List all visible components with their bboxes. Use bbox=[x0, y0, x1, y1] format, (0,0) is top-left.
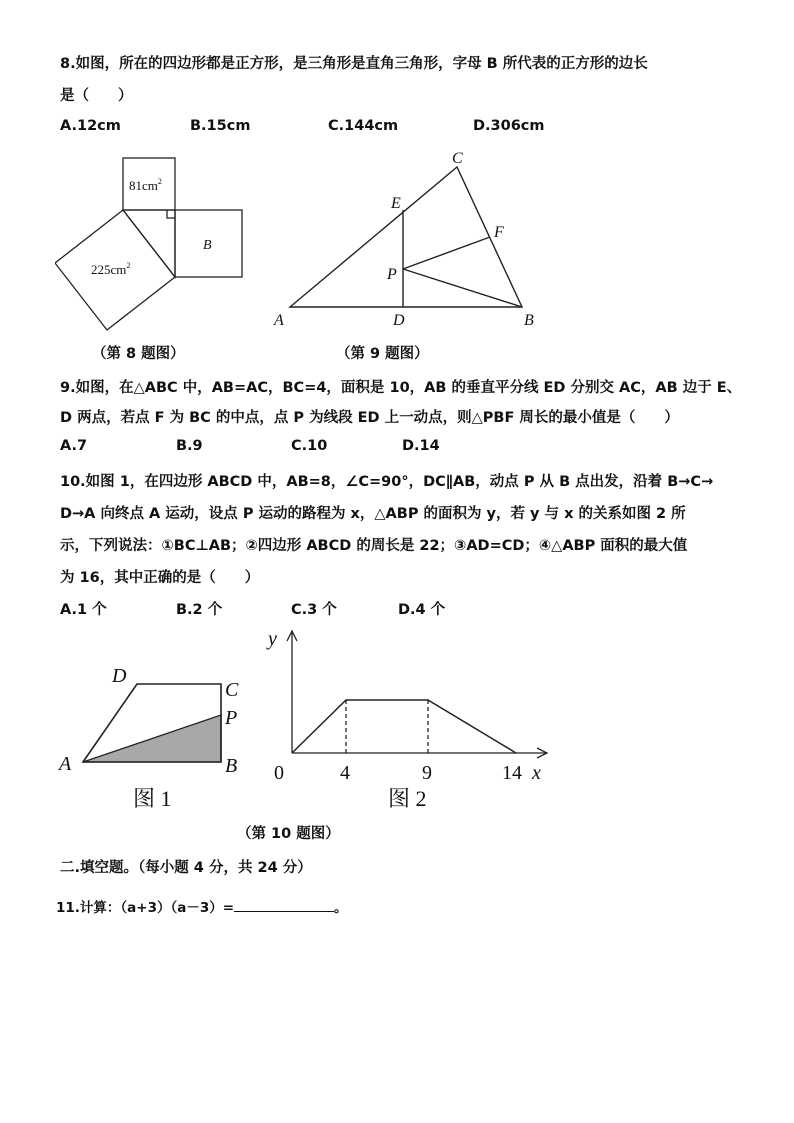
q10-caption: （第 10 题图） bbox=[237, 826, 340, 842]
q8-right-angle-mark bbox=[167, 210, 175, 218]
q9-segment-pf bbox=[403, 237, 490, 269]
q11-answer-blank[interactable] bbox=[234, 899, 334, 912]
svg-text:81cm2 bbox=[129, 177, 162, 193]
q8-label-b: B bbox=[203, 238, 212, 253]
q10-fig2-tick-9: 9 bbox=[422, 762, 432, 784]
q9-option-a: A.7 bbox=[60, 438, 88, 454]
q8-option-b: B.15cm bbox=[190, 118, 251, 134]
q9-label-c: C bbox=[452, 150, 463, 167]
q10-fig1-caption: 图 1 bbox=[133, 786, 172, 810]
q10-option-d: D.4 个 bbox=[398, 602, 446, 618]
q9-label-f: F bbox=[494, 224, 504, 241]
q9-label-e: E bbox=[391, 195, 401, 212]
q9-label-b: B bbox=[524, 312, 534, 329]
q10-fig1-label-d: D bbox=[112, 665, 127, 687]
q10-figure1 bbox=[55, 660, 255, 810]
q10-option-c: C.3 个 bbox=[291, 602, 337, 618]
q8-right-triangle bbox=[123, 210, 175, 277]
q8-figure bbox=[55, 150, 255, 335]
q11-text bbox=[56, 896, 348, 916]
q10-option-b: B.2 个 bbox=[176, 602, 223, 618]
q10-fig2-label-y: y bbox=[268, 628, 277, 650]
q9-option-b: B.9 bbox=[176, 438, 203, 454]
q10-fig2-label-x: x bbox=[532, 762, 541, 784]
q10-fig2-tick-14: 14 bbox=[502, 762, 522, 784]
q8-label-81-exp: 2 bbox=[157, 177, 162, 186]
q10-fig1-label-a: A bbox=[59, 753, 72, 775]
q10-fig2-tick-0: 0 bbox=[274, 762, 284, 784]
q9-triangle-abc bbox=[290, 167, 522, 307]
q8-text-line1: 8.如图，所在的四边形都是正方形，是三角形是直角三角形，字母 B 所代表的正方形的边长 bbox=[60, 56, 648, 72]
q9-option-c: C.10 bbox=[291, 438, 328, 454]
q9-label-p: P bbox=[387, 266, 397, 283]
q10-shaded-triangle-abp bbox=[83, 715, 221, 762]
q8-option-c: C.144cm bbox=[328, 118, 399, 134]
q10-fig1-label-p: P bbox=[225, 707, 238, 729]
q8-label-81: 81cm bbox=[129, 178, 158, 193]
q8-text-line2: 是（ ） bbox=[60, 88, 133, 104]
q10-fig2-caption: 图 2 bbox=[388, 786, 427, 810]
q9-figure bbox=[270, 145, 550, 330]
q9-label-d: D bbox=[393, 312, 405, 329]
q10-text-line3: 示，下列说法：①BC⊥AB；②四边形 ABCD 的周长是 22；③AD=CD；④△ABP 面积的最大值 bbox=[60, 538, 688, 554]
q10-text-line4: 为 16，其中正确的是（ ） bbox=[60, 570, 260, 586]
q10-figure2 bbox=[262, 625, 562, 810]
q8-option-d: D.306cm bbox=[473, 118, 545, 134]
q10-graph-line bbox=[292, 700, 516, 753]
q8-label-225: 225cm bbox=[91, 262, 127, 277]
q9-text-line1: 9.如图，在△ABC 中，AB=AC，BC=4，面积是 10，AB 的垂直平分线 ED 分别交 AC，AB 边于 E、 bbox=[60, 380, 742, 396]
q9-label-a: A bbox=[274, 312, 284, 329]
q9-text-line2: D 两点，若点 F 为 BC 的中点，点 P 为线段 ED 上一动点，则△PBF 周长的最小值是（ ） bbox=[60, 410, 679, 426]
q11-suffix: 。 bbox=[334, 900, 348, 916]
q10-fig2-tick-4: 4 bbox=[340, 762, 350, 784]
q11-prefix: 11.计算：（a+3）（a－3）= bbox=[56, 900, 235, 916]
q9-caption: （第 9 题图） bbox=[336, 346, 429, 362]
section2-title: 二.填空题。（每小题 4 分，共 24 分） bbox=[60, 860, 312, 876]
q9-segment-pb bbox=[403, 269, 522, 307]
q10-option-a: A.1 个 bbox=[60, 602, 107, 618]
q8-caption: （第 8 题图） bbox=[92, 346, 185, 362]
q8-option-a: A.12cm bbox=[60, 118, 121, 134]
q10-text-line1: 10.如图 1，在四边形 ABCD 中，AB=8，∠C=90°，DC∥AB，动点 P 从 B 点出发，沿着 B→C→ bbox=[60, 474, 714, 490]
q8-label-225-exp: 2 bbox=[126, 261, 131, 270]
svg-text:225cm2 bbox=[91, 261, 130, 277]
q10-fig1-label-b: B bbox=[225, 755, 238, 777]
q10-text-line2: D→A 向终点 A 运动，设点 P 运动的路程为 x，△ABP 的面积为 y，若 y 与 x 的关系如图 2 所 bbox=[60, 506, 686, 522]
q9-option-d: D.14 bbox=[402, 438, 440, 454]
q10-fig1-label-c: C bbox=[225, 679, 239, 701]
